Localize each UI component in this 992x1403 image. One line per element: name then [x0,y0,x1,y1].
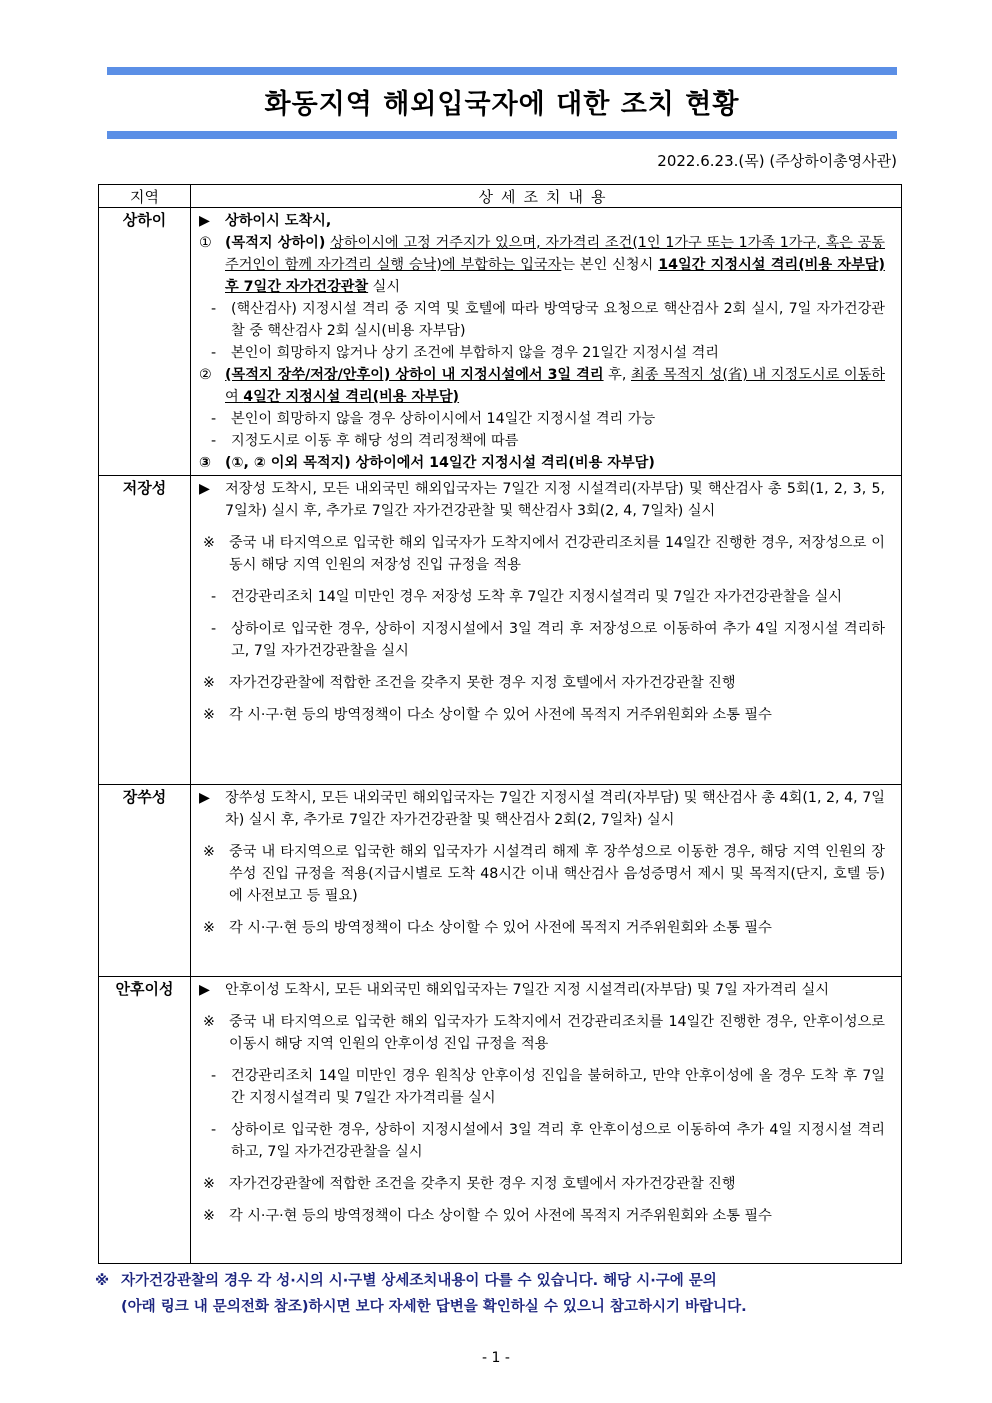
list-item: ▶ 상하이시 도착시, [199,210,885,232]
dash-marker: - [211,621,217,637]
dash-marker: - [211,301,217,317]
reference-mark-icon: ※ [203,707,215,723]
header-region: 지역 [99,185,191,208]
top-accent-bar [107,67,897,75]
row-zhejiang [99,476,902,785]
list-item: ② (목적지 장쑤/저장/안후이) 상하이 내 지정시설에서 3일 격리 후, 최종 목적지 성(省) 내 지정도시로 이동하여 4일간 지정시설 격리(비용 자부담) [199,364,885,408]
triangle-marker-icon: ▶ [199,790,210,806]
list-item: - 건강관리조치 14일 미만인 경우 원칙상 안후이성 진입을 불허하고, 만약 안후이성에 올 경우 도착 후 7일간 지정시설격리 및 7일간 자가격리를 실시 [199,1065,885,1109]
content-jiangsu [191,785,902,977]
header-details: 상세조치내용 [191,185,902,208]
list-item: ③ (①, ② 이외 목적지) 상하이에서 14일간 지정시설 격리(비용 자부담) [199,452,885,474]
list-item: ※ 각 시·구·현 등의 방역정책이 다소 상이할 수 있어 사전에 목적지 거주위원회와 소통 필수 [199,704,885,726]
bottom-accent-bar [107,131,897,139]
region-jiangsu: 장쑤성 [99,785,191,977]
dash-marker: - [211,411,217,427]
dash-marker: - [211,433,217,449]
dash-marker: - [211,1122,217,1138]
region-anhui: 안후이성 [99,977,191,1264]
dash-marker: - [211,345,217,361]
footnote [95,1268,899,1320]
list-item: ※ 자가건강관찰에 적합한 조건을 갖추지 못한 경우 지정 호텔에서 자가건강관찰 진행 [199,1173,885,1195]
list-item: ※ 중국 내 타지역으로 입국한 해외 입국자가 시설격리 해제 후 장쑤성으로 이동한 경우, 해당 지역 인원의 장쑤성 진입 규정을 적용(지급시별로 도착 48시간 이내 핵산검사 음성증명서 제시 및 목적지(단지, 호텔 등)에 사전보고 등 필요) [199,841,885,907]
reference-mark-icon: ※ [203,1014,215,1030]
list-item: - 지정도시로 이동 후 해당 성의 격리정책에 따름 [199,430,885,452]
list-item: - 상하이로 입국한 경우, 상하이 지정시설에서 3일 격리 후 안후이성으로 이동하여 추가 4일 지정시설 격리하고, 7일 자가건강관찰을 실시 [199,1119,885,1163]
list-item: ※ 중국 내 타지역으로 입국한 해외 입국자가 도착지에서 건강관리조치를 14일간 진행한 경우, 저장성으로 이동시 해당 지역 인원의 저장성 진입 규정을 적용 [199,532,885,576]
table-header-row [99,185,902,208]
triangle-marker-icon: ▶ [199,213,210,229]
dash-marker: - [211,1068,217,1084]
page-number: - 1 - [482,1350,510,1366]
list-item: ▶ 안후이성 도착시, 모든 내외국민 해외입국자는 7일간 지정 시설격리(자부담) 및 7일 자가격리 실시 [199,979,885,1001]
list-item: - 건강관리조치 14일 미만인 경우 저장성 도착 후 7일간 지정시설격리 및 7일간 자가건강관찰을 실시 [199,586,885,608]
footnote-line-2: (아래 링크 내 문의전화 참조)하시면 보다 자세한 답변을 확인하실 수 있으니 참고하시기 바랍니다. [121,1299,747,1315]
triangle-marker-icon: ▶ [199,481,210,497]
region-shanghai: 상하이 [99,208,191,476]
reference-mark-icon: ※ [203,920,215,936]
list-item: - 본인이 희망하지 않을 경우 상하이시에서 14일간 지정시설 격리 가능 [199,408,885,430]
region-zhejiang: 저장성 [99,476,191,785]
list-item: ※ 중국 내 타지역으로 입국한 해외 입국자가 도착지에서 건강관리조치를 14일간 진행한 경우, 안후이성으로 이동시 해당 지역 인원의 안후이성 진입 규정을 적용 [199,1011,885,1055]
row-jiangsu [99,785,902,977]
reference-mark-icon: ※ [203,535,215,551]
date-consulate: 2022.6.23.(목) (주상하이총영사관) [657,152,897,170]
number-marker: ③ [199,455,212,471]
list-item: ① (목적지 상하이) 상하이시에 고정 거주지가 있으며, 자가격리 조건(1인 1가구 또는 1가족 1가구, 혹은 공동 주거인이 함께 자가격리 실행 승낙)에 부합하는 입국자는 본인 신청시 14일간 지정시설 격리(비용 자부담) 후 7일간 자가건강관찰 실시 [199,232,885,298]
content-zhejiang [191,476,902,785]
footnote-line-1: 자가건강관찰의 경우 각 성·시의 시·구별 상세조치내용이 다를 수 있습니다. 해당 시·구에 문의 [121,1273,717,1289]
measures-table [98,184,902,1264]
content-shanghai [191,208,902,476]
list-item: ※ 자가건강관찰에 적합한 조건을 갖추지 못한 경우 지정 호텔에서 자가건강관찰 진행 [199,672,885,694]
reference-mark-icon: ※ [203,844,215,860]
reference-mark-icon: ※ [203,1208,215,1224]
page-title: 화동지역 해외입국자에 대한 조치 현황 [264,89,740,120]
number-marker: ① [199,235,212,251]
list-item: ※ 각 시·구·현 등의 방역정책이 다소 상이할 수 있어 사전에 목적지 거주위원회와 소통 필수 [199,917,885,939]
number-marker: ② [199,367,212,383]
dash-marker: - [211,589,217,605]
list-item: ▶ 장쑤성 도착시, 모든 내외국민 해외입국자는 7일간 지정시설 격리(자부담) 및 핵산검사 총 4회(1, 2, 4, 7일차) 실시 후, 추가로 7일간 자가건강관찰 및 핵산검사 2회(2, 7일차) 실시 [199,787,885,831]
reference-mark-icon: ※ [95,1273,110,1289]
row-anhui [99,977,902,1264]
row-shanghai [99,208,902,476]
list-item: - (핵산검사) 지정시설 격리 중 지역 및 호텔에 따라 방역당국 요청으로 핵산검사 2회 실시, 7일 자가건강관찰 중 핵산검사 2회 실시(비용 자부담) [199,298,885,342]
list-item: ▶ 저장성 도착시, 모든 내외국민 해외입국자는 7일간 지정 시설격리(자부담) 및 핵산검사 총 5회(1, 2, 3, 5, 7일차) 실시 후, 추가로 7일간 자가건강관찰 및 핵산검사 3회(2, 4, 7일차) 실시 [199,478,885,522]
content-anhui [191,977,902,1264]
reference-mark-icon: ※ [203,675,215,691]
list-item: ※ 각 시·구·현 등의 방역정책이 다소 상이할 수 있어 사전에 목적지 거주위원회와 소통 필수 [199,1205,885,1227]
triangle-marker-icon: ▶ [199,982,210,998]
list-item: - 상하이로 입국한 경우, 상하이 지정시설에서 3일 격리 후 저장성으로 이동하여 추가 4일 지정시설 격리하고, 7일 자가건강관찰을 실시 [199,618,885,662]
list-item: - 본인이 희망하지 않거나 상기 조건에 부합하지 않을 경우 21일간 지정시설 격리 [199,342,885,364]
reference-mark-icon: ※ [203,1176,215,1192]
